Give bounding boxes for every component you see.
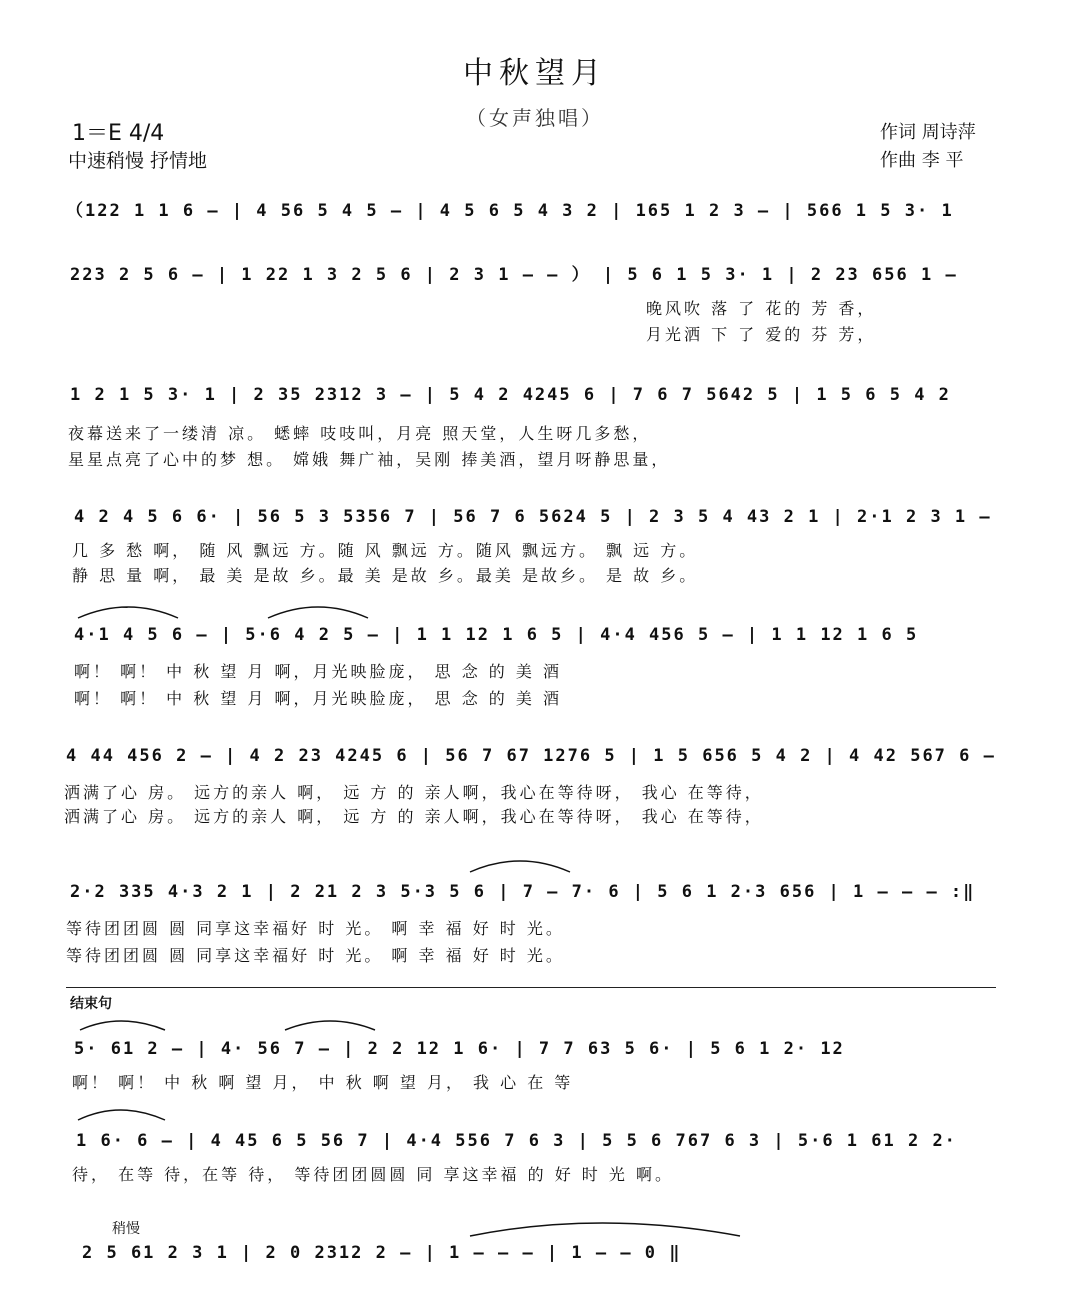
notation-row: 4·1 4 5 6 – | 5·6 4 2 5 – | 1 1 12 1 6 5 | 4·4 456 5 – | 1 1 12 1 6 5 <box>74 625 919 645</box>
lyric-line: 月光洒 下 了 爱的 芬 芳， <box>646 325 877 344</box>
slur-mark <box>268 607 368 618</box>
lyric-line: 星星点亮了心中的梦 想。 嫦娥 舞广袖，吴刚 捧美酒，望月呀静思量， <box>68 450 671 469</box>
lyric-line: 啊！ 啊！ 中 秋 望 月 啊，月光映脸庞， 思 念 的 美 酒 <box>74 689 562 708</box>
key-signature: 1＝E 4/4 <box>72 121 165 146</box>
section-label: 结束句 <box>70 996 112 1012</box>
song-title: 中秋望月 <box>463 56 607 91</box>
notation-row: 4 44 456 2 – | 4 2 23 4245 6 | 56 7 67 1276 5 | 1 5 656 5 4 2 | 4 42 567 6 – <box>66 746 996 766</box>
notation-row: 2·2 335 4·3 2 1 | 2 21 2 3 5·3 5 6 | 7 – 7· 6 | 5 6 1 2·3 656 | 1 – – – :‖ <box>70 882 976 902</box>
lyricist-credit: 作词 周诗萍 <box>880 122 976 143</box>
slur-mark <box>78 607 178 618</box>
notation-row: 1 2 1 5 3· 1 | 2 35 2312 3 – | 5 4 2 4245 6 | 7 6 7 5642 5 | 1 5 6 5 4 2 <box>70 385 951 405</box>
slur-mark <box>80 1021 165 1030</box>
lyric-line: 啊！ 啊！ 中 秋 望 月 啊，月光映脸庞， 思 念 的 美 酒 <box>74 662 562 681</box>
slur-mark <box>470 1223 740 1236</box>
notation-row: 2 5 61 2 3 1 | 2 0 2312 2 – | 1 – – – | 1 – – 0 ‖ <box>82 1243 682 1263</box>
lyric-line: 晚风吹 落 了 花的 芳 香， <box>646 299 877 318</box>
lyric-line: 待， 在等 待，在等 待， 等待团团圆圆 同 享这幸福 的 好 时 光 啊。 <box>72 1165 674 1184</box>
lyric-line: 夜幕送来了一缕清 凉。 蟋蟀 吱吱叫，月亮 照天堂，人生呀几多愁， <box>68 424 652 443</box>
lyric-line: 等待团团圆 圆 同享这幸福好 时 光。 啊 幸 福 好 时 光。 <box>66 919 565 938</box>
notation-row: （122 1 1 6 – | 4 56 5 4 5 – | 4 5 6 5 4 3 2 | 165 1 2 3 – | 566 1 5 3· 1 <box>66 201 954 221</box>
slur-mark <box>78 1110 165 1120</box>
lyric-line: 洒满了心 房。 远方的亲人 啊， 远 方 的 亲人啊，我心在等待呀， 我心 在等待， <box>64 783 764 802</box>
notation-row: 4 2 4 5 6 6· | 56 5 3 5356 7 | 56 7 6 5624 5 | 2 3 5 4 43 2 1 | 2·1 2 3 1 – <box>74 507 992 527</box>
slur-mark <box>285 1021 375 1030</box>
lyric-line: 几 多 愁 啊， 随 风 飘远 方。随 风 飘远 方。随风 飘远方。 飘 远 方。 <box>72 541 699 560</box>
lyric-line: 等待团团圆 圆 同享这幸福好 时 光。 啊 幸 福 好 时 光。 <box>66 946 565 965</box>
lyric-line: 洒满了心 房。 远方的亲人 啊， 远 方 的 亲人啊，我心在等待呀， 我心 在等待， <box>64 807 764 826</box>
lyric-line: 啊！ 啊！ 中 秋 啊 望 月， 中 秋 啊 望 月， 我 心 在 等 <box>72 1073 574 1092</box>
composer-credit: 作曲 李 平 <box>880 150 964 171</box>
notation-row: 1 6· 6 – | 4 45 6 5 56 7 | 4·4 556 7 6 3 | 5 5 6 767 6 3 | 5·6 1 61 2 2· <box>76 1131 957 1151</box>
notation-row: 223 2 5 6 – | 1 22 1 3 2 5 6 | 2 3 1 – – ） | 5 6 1 5 3· 1 | 2 23 656 1 – <box>70 265 958 285</box>
tempo-marking: 中速稍慢 抒情地 <box>68 150 208 172</box>
tempo-change-marking: 稍慢 <box>112 1221 140 1237</box>
lyric-line: 静 思 量 啊， 最 美 是故 乡。最 美 是故 乡。最美 是故乡。 是 故 乡。 <box>72 566 699 585</box>
slur-mark <box>470 861 570 872</box>
notation-row: 5· 61 2 – | 4· 56 7 – | 2 2 12 1 6· | 7 7 63 5 6· | 5 6 1 2· 12 <box>74 1039 845 1059</box>
song-subtitle: （女声独唱） <box>466 106 604 130</box>
